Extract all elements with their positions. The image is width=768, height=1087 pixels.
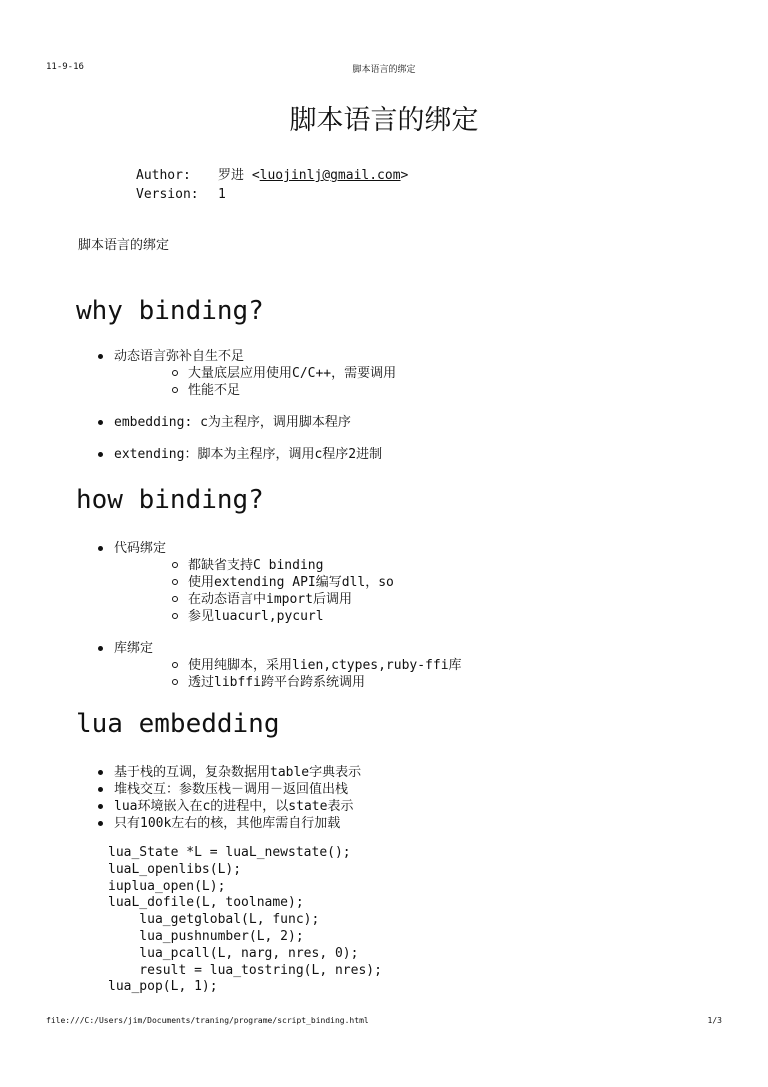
code-line: luaL_openlibs(L); <box>108 861 242 877</box>
list-item-text: 动态语言弥补自生不足 <box>114 349 245 364</box>
author-name: 罗进 < <box>218 168 260 183</box>
code-line: lua_pop(L, 1); <box>108 979 218 995</box>
lua-list <box>98 764 361 832</box>
version-row <box>136 185 408 204</box>
code-line: result = lua_tostring(L, nres); <box>108 962 382 978</box>
list-item: 只有100k左右的核，其他库需自行加载 <box>98 815 361 832</box>
code-line: luaL_dofile(L, toolname); <box>108 895 304 911</box>
author-close: > <box>400 168 409 183</box>
author-label: Author: <box>136 168 191 183</box>
doc-meta <box>136 166 408 204</box>
code-line: lua_getglobal(L, func); <box>108 912 320 928</box>
list-item: 基于栈的互调，复杂数据用table字典表示 <box>98 764 361 781</box>
how-list <box>98 540 462 706</box>
sub-list-item: 性能不足 <box>172 382 396 399</box>
author-email-link[interactable]: luojinlj@gmail.com <box>259 168 401 183</box>
list-item <box>98 540 462 625</box>
code-line: iuplua_open(L); <box>108 878 226 894</box>
section-heading-why: why binding? <box>76 296 264 326</box>
section-heading-lua: lua embedding <box>76 709 280 739</box>
header-title: 脚本语言的绑定 <box>352 65 416 75</box>
list-item-text: 代码绑定 <box>114 541 167 556</box>
code-line: lua_pushnumber(L, 2); <box>108 928 304 944</box>
list-item: extending：脚本为主程序，调用c程序2进制 <box>98 446 396 463</box>
version-label: Version: <box>136 187 199 202</box>
sub-list-item: 使用纯脚本，采用lien,ctypes,ruby-ffi库 <box>172 657 462 674</box>
code-block <box>108 845 382 996</box>
author-row <box>136 166 408 185</box>
list-item: 堆栈交互：参数压栈－调用－返回值出栈 <box>98 781 361 798</box>
header-date: 11-9-16 <box>46 62 84 72</box>
page-title: 脚本语言的绑定 <box>289 105 479 136</box>
why-list <box>98 348 396 478</box>
sub-list-item: 透过libffi跨平台跨系统调用 <box>172 674 462 691</box>
intro-text: 脚本语言的绑定 <box>78 238 170 253</box>
sub-list <box>172 365 396 399</box>
footer-page-number: 1/3 <box>707 1016 722 1025</box>
code-line: lua_State *L = luaL_newstate(); <box>108 845 351 860</box>
list-item: lua环境嵌入在c的进程中，以state表示 <box>98 798 361 815</box>
sub-list-item: 大量底层应用使用C/C++，需要调用 <box>172 365 396 382</box>
code-line: lua_pcall(L, narg, nres, 0); <box>108 945 359 961</box>
section-heading-how: how binding? <box>76 485 264 515</box>
sub-list <box>172 557 462 625</box>
sub-list <box>172 657 462 691</box>
version-value: 1 <box>218 187 226 202</box>
list-item-text: 库绑定 <box>114 641 154 656</box>
list-item <box>98 640 462 691</box>
sub-list-item: 参见luacurl,pycurl <box>172 608 462 625</box>
sub-list-item: 在动态语言中import后调用 <box>172 591 462 608</box>
sub-list-item: 使用extending API编写dll，so <box>172 574 462 591</box>
sub-list-item: 都缺省支持C binding <box>172 557 462 574</box>
footer-path: file:///C:/Users/jim/Documents/traning/programe/script_binding.html <box>46 1016 369 1025</box>
list-item <box>98 348 396 399</box>
list-item: embedding: c为主程序，调用脚本程序 <box>98 414 396 431</box>
